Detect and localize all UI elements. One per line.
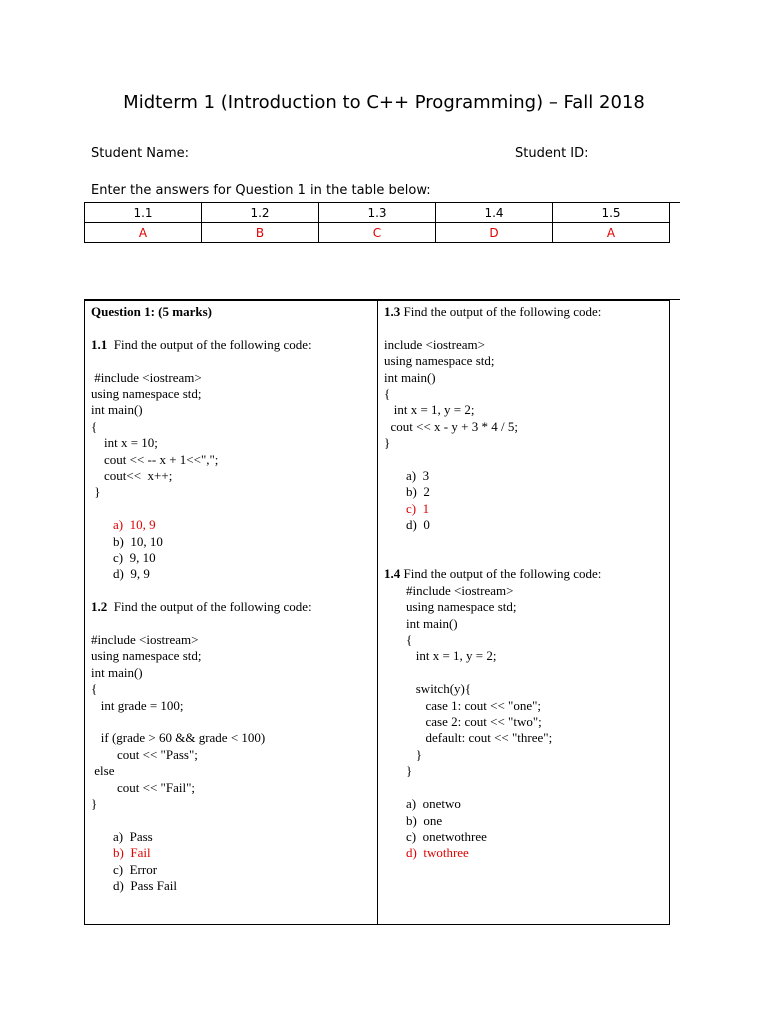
option-c[interactable] — [113, 550, 373, 566]
option-text: 2 — [423, 484, 430, 500]
student-name-label: Student Name: — [91, 146, 190, 161]
q1-4-code — [384, 583, 664, 780]
q1-2-options — [91, 829, 373, 895]
q1-2-code — [91, 632, 373, 812]
q1-1-prompt: Find the output of the following code: — [113, 336, 312, 352]
answer-table-header-row — [85, 203, 670, 223]
option-text: Error — [129, 861, 158, 877]
option-text: 0 — [423, 517, 430, 533]
code-line: { — [91, 681, 98, 697]
question-heading: Question 1: (5 marks) — [91, 304, 212, 319]
option-letter: d) — [406, 845, 417, 861]
option-text: Fail — [130, 845, 151, 861]
answer-header-1-2: 1.2 — [202, 203, 319, 223]
answer-cell-1-5: A — [553, 223, 670, 243]
option-a[interactable] — [406, 468, 664, 484]
q1-2-number: 1.2 — [91, 599, 108, 615]
code-line: { — [91, 418, 98, 434]
question-box — [84, 299, 670, 925]
code-line: cout << x - y + 3 * 4 / 5; — [384, 418, 518, 434]
answer-cell-1-1: A — [85, 223, 202, 243]
option-text: onetwo — [422, 796, 461, 812]
code-line: using namespace std; — [91, 648, 202, 664]
q1-1-title — [91, 337, 373, 353]
q1-3-number: 1.3 — [384, 304, 401, 319]
code-line: } — [384, 435, 391, 451]
code-line: { — [406, 632, 413, 648]
code-line: int main() — [406, 615, 458, 631]
code-line: int grade = 100; — [91, 697, 184, 713]
option-c[interactable] — [406, 829, 664, 845]
option-d[interactable] — [113, 566, 373, 582]
table-edge-line — [670, 202, 680, 203]
code-line: #include <iostream> — [406, 582, 514, 598]
code-line: else — [91, 763, 115, 779]
code-line: cout << "Pass"; — [91, 746, 198, 762]
answer-table-answer-row — [85, 223, 670, 243]
code-line: } — [406, 746, 422, 762]
box-edge-line — [670, 299, 680, 300]
code-line: cout << -- x + 1<<","; — [91, 451, 219, 467]
code-line: int x = 1, y = 2; — [406, 648, 497, 664]
code-line: default: cout << "three"; — [406, 730, 553, 746]
option-letter: b) — [406, 484, 417, 500]
code-line: int x = 10; — [91, 435, 158, 451]
option-text: onetwothree — [422, 828, 487, 844]
code-line: } — [91, 796, 98, 812]
student-id-label: Student ID: — [515, 146, 589, 161]
q1-3-prompt: Find the output of the following code: — [403, 304, 602, 319]
left-column — [91, 301, 373, 895]
option-letter: d) — [113, 566, 124, 582]
code-line — [91, 714, 373, 730]
code-line: int main() — [91, 402, 143, 418]
answer-cell-1-3: C — [319, 223, 436, 243]
code-line: case 1: cout << "one"; — [406, 697, 542, 713]
option-letter: b) — [113, 845, 124, 861]
option-d[interactable] — [113, 878, 373, 894]
q1-2-title — [91, 599, 373, 615]
option-b[interactable] — [406, 813, 664, 829]
code-line: int main() — [91, 664, 143, 680]
code-line: include <iostream> — [384, 336, 485, 352]
option-letter: d) — [113, 878, 124, 894]
option-letter: c) — [406, 500, 417, 516]
option-a[interactable] — [113, 829, 373, 845]
option-letter: d) — [406, 517, 417, 533]
option-letter: a) — [113, 828, 124, 844]
answer-header-1-3: 1.3 — [319, 203, 436, 223]
code-line: cout<< x++; — [91, 468, 173, 484]
code-line: using namespace std; — [406, 599, 517, 615]
option-letter: c) — [406, 828, 417, 844]
page-title: Midterm 1 (Introduction to C++ Programming) – Fall 2018 — [123, 92, 645, 113]
answer-header-1-4: 1.4 — [436, 203, 553, 223]
code-line: int main() — [384, 369, 436, 385]
code-line: using namespace std; — [91, 386, 202, 401]
option-text: 1 — [422, 500, 430, 516]
q1-4-options — [384, 796, 664, 862]
q1-4-title — [384, 566, 664, 582]
q1-3-title — [384, 304, 664, 320]
option-c[interactable] — [113, 862, 373, 878]
option-letter: c) — [113, 861, 124, 877]
option-text: twothree — [423, 845, 469, 861]
code-line: case 2: cout << "two"; — [406, 714, 542, 730]
option-c[interactable] — [406, 501, 664, 517]
option-b[interactable] — [113, 534, 373, 550]
q1-2-prompt: Find the output of the following code: — [113, 599, 312, 615]
option-text: Pass — [129, 828, 153, 844]
code-line: switch(y){ — [406, 681, 472, 697]
option-text: 10, 9 — [129, 517, 156, 533]
option-letter: a) — [113, 517, 124, 533]
option-text: 10, 10 — [130, 533, 163, 549]
code-line: using namespace std; — [384, 353, 495, 369]
option-letter: a) — [406, 468, 417, 484]
answer-header-1-5: 1.5 — [553, 203, 670, 223]
code-line: #include <iostream> — [91, 632, 199, 648]
right-column — [384, 301, 664, 862]
code-line: #include <iostream> — [91, 369, 202, 385]
q1-4-prompt: Find the output of the following code: — [403, 566, 602, 582]
q1-3-code — [384, 337, 664, 452]
q1-1-options — [91, 517, 373, 583]
instructions-text: Enter the answers for Question 1 in the table below: — [91, 183, 431, 198]
answer-table — [84, 202, 670, 243]
answer-cell-1-2: B — [202, 223, 319, 243]
q1-3-options — [384, 468, 664, 534]
option-letter: b) — [406, 812, 417, 828]
q1-4-number: 1.4 — [384, 566, 401, 582]
q1-1-code — [91, 370, 373, 501]
code-line — [406, 665, 664, 681]
code-line: int x = 1, y = 2; — [384, 402, 475, 418]
answer-cell-1-4: D — [436, 223, 553, 243]
option-b[interactable] — [406, 484, 664, 500]
option-letter: a) — [406, 796, 417, 812]
option-a[interactable] — [113, 517, 373, 533]
code-line: } — [406, 763, 413, 779]
option-a[interactable] — [406, 796, 664, 812]
option-d[interactable] — [406, 517, 664, 533]
option-text: one — [423, 812, 443, 828]
code-line: if (grade > 60 && grade < 100) — [91, 730, 266, 746]
q1-1-number: 1.1 — [91, 336, 108, 352]
code-line: cout << "Fail"; — [91, 779, 195, 795]
option-text: Pass Fail — [130, 878, 177, 894]
column-divider — [377, 301, 378, 924]
option-text: 9, 9 — [130, 566, 150, 582]
code-line: { — [384, 386, 391, 402]
option-text: 3 — [422, 468, 430, 484]
option-text: 9, 10 — [129, 550, 156, 566]
option-letter: b) — [113, 533, 124, 549]
option-b[interactable] — [113, 845, 373, 861]
answer-header-1-1: 1.1 — [85, 203, 202, 223]
option-letter: c) — [113, 550, 124, 566]
option-d[interactable] — [406, 845, 664, 861]
code-line: } — [91, 484, 101, 500]
